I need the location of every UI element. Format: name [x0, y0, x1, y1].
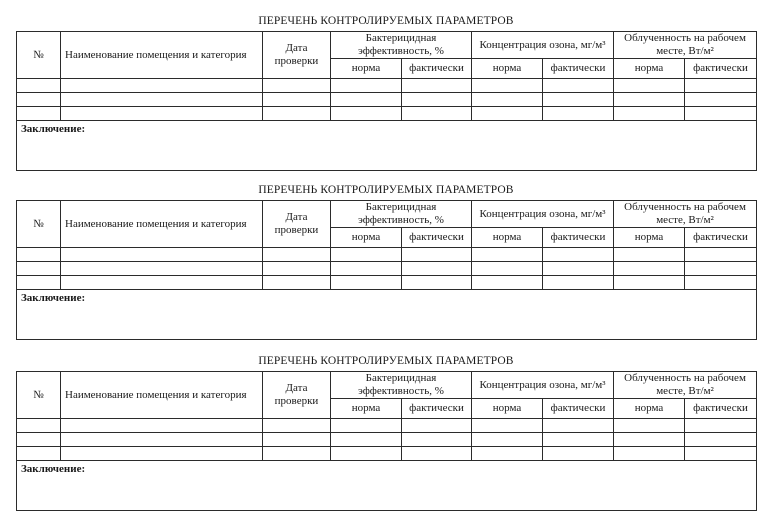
irradiance-actual-header: фактически — [685, 228, 757, 248]
irradiance-actual-cell[interactable] — [685, 447, 757, 461]
irradiance-norm-cell[interactable] — [614, 248, 685, 262]
ozone-actual-header: фактически — [543, 59, 614, 79]
bactericidal-actual-header: фактически — [402, 399, 472, 419]
table-row — [17, 433, 757, 447]
number-cell[interactable] — [17, 248, 61, 262]
date-cell[interactable] — [263, 419, 331, 433]
room-header: Наименование помещения и категория — [61, 201, 263, 248]
conclusion-field[interactable] — [17, 121, 757, 171]
date-cell[interactable] — [263, 93, 331, 107]
irradiance-norm-cell[interactable] — [614, 276, 685, 290]
room-cell[interactable] — [61, 107, 263, 121]
table-row — [17, 447, 757, 461]
conclusion-field[interactable] — [17, 461, 757, 511]
ozone-norm-cell[interactable] — [472, 447, 543, 461]
bactericidal-norm-header: норма — [331, 59, 402, 79]
irradiance-norm-header: норма — [614, 228, 685, 248]
form-title: ПЕРЕЧЕНЬ КОНТРОЛИРУЕМЫХ ПАРАМЕТРОВ — [258, 184, 514, 196]
ozone-actual-cell[interactable] — [543, 262, 614, 276]
conclusion-label: Заключение: — [21, 292, 86, 304]
number-cell[interactable] — [17, 93, 61, 107]
table-row — [17, 419, 757, 433]
number-cell[interactable] — [17, 433, 61, 447]
bactericidal-norm-header: норма — [331, 399, 402, 419]
room-cell[interactable] — [61, 93, 263, 107]
bactericidal-header: Бактерицидная эффективность, % — [331, 32, 472, 59]
number-cell[interactable] — [17, 419, 61, 433]
room-header: Наименование помещения и категория — [61, 32, 263, 79]
bactericidal-actual-cell[interactable] — [402, 262, 472, 276]
room-cell[interactable] — [61, 262, 263, 276]
ozone-header: Концентрация озона, мг/м³ — [472, 372, 614, 399]
bactericidal-norm-cell[interactable] — [331, 447, 402, 461]
conclusion-field[interactable] — [17, 290, 757, 340]
ozone-norm-cell[interactable] — [472, 107, 543, 121]
date-cell[interactable] — [263, 79, 331, 93]
bactericidal-norm-cell[interactable] — [331, 419, 402, 433]
ozone-norm-header: норма — [472, 59, 543, 79]
ozone-actual-header: фактически — [543, 399, 614, 419]
bactericidal-actual-cell[interactable] — [402, 107, 472, 121]
bactericidal-actual-header: фактически — [402, 59, 472, 79]
bactericidal-norm-cell[interactable] — [331, 93, 402, 107]
ozone-norm-cell[interactable] — [472, 248, 543, 262]
room-cell[interactable] — [61, 419, 263, 433]
irradiance-norm-cell[interactable] — [614, 433, 685, 447]
bactericidal-norm-cell[interactable] — [331, 107, 402, 121]
ozone-header: Концентрация озона, мг/м³ — [472, 32, 614, 59]
parameters-table — [16, 371, 757, 511]
table-row — [17, 93, 757, 107]
ozone-norm-cell[interactable] — [472, 419, 543, 433]
date-cell[interactable] — [263, 248, 331, 262]
ozone-header: Концентрация озона, мг/м³ — [472, 201, 614, 228]
bactericidal-norm-cell[interactable] — [331, 433, 402, 447]
table-row — [17, 276, 757, 290]
table-row — [17, 262, 757, 276]
irradiance-norm-cell[interactable] — [614, 79, 685, 93]
irradiance-actual-cell[interactable] — [685, 276, 757, 290]
irradiance-header: Облученность на рабочем месте, Вт/м² — [614, 32, 757, 59]
ozone-actual-cell[interactable] — [543, 276, 614, 290]
irradiance-actual-cell[interactable] — [685, 419, 757, 433]
room-cell[interactable] — [61, 79, 263, 93]
bactericidal-actual-cell[interactable] — [402, 276, 472, 290]
date-cell[interactable] — [263, 262, 331, 276]
room-cell[interactable] — [61, 276, 263, 290]
table-row — [17, 248, 757, 262]
ozone-norm-header: норма — [472, 399, 543, 419]
number-header: № — [17, 32, 61, 79]
bactericidal-norm-cell[interactable] — [331, 262, 402, 276]
irradiance-header: Облученность на рабочем месте, Вт/м² — [614, 372, 757, 399]
table-row — [17, 79, 757, 93]
date-cell[interactable] — [263, 433, 331, 447]
parameters-table — [16, 31, 757, 171]
room-cell[interactable] — [61, 248, 263, 262]
bactericidal-norm-cell[interactable] — [331, 248, 402, 262]
bactericidal-actual-cell[interactable] — [402, 419, 472, 433]
irradiance-actual-header: фактически — [685, 399, 757, 419]
ozone-actual-cell[interactable] — [543, 433, 614, 447]
irradiance-actual-cell[interactable] — [685, 79, 757, 93]
bactericidal-norm-cell[interactable] — [331, 276, 402, 290]
ozone-norm-cell[interactable] — [472, 276, 543, 290]
number-cell[interactable] — [17, 79, 61, 93]
date-cell[interactable] — [263, 107, 331, 121]
ozone-actual-cell[interactable] — [543, 447, 614, 461]
bactericidal-actual-cell[interactable] — [402, 433, 472, 447]
ozone-actual-cell[interactable] — [543, 93, 614, 107]
date-header: Дата проверки — [263, 32, 331, 79]
irradiance-actual-header: фактически — [685, 59, 757, 79]
bactericidal-norm-header: норма — [331, 228, 402, 248]
form-title: ПЕРЕЧЕНЬ КОНТРОЛИРУЕМЫХ ПАРАМЕТРОВ — [258, 355, 514, 367]
irradiance-norm-cell[interactable] — [614, 419, 685, 433]
irradiance-actual-cell[interactable] — [685, 262, 757, 276]
irradiance-norm-cell[interactable] — [614, 262, 685, 276]
bactericidal-norm-cell[interactable] — [331, 79, 402, 93]
room-header: Наименование помещения и категория — [61, 372, 263, 419]
bactericidal-actual-cell[interactable] — [402, 447, 472, 461]
irradiance-actual-cell[interactable] — [685, 248, 757, 262]
irradiance-actual-cell[interactable] — [685, 93, 757, 107]
date-cell[interactable] — [263, 276, 331, 290]
number-cell[interactable] — [17, 262, 61, 276]
irradiance-actual-cell[interactable] — [685, 433, 757, 447]
bactericidal-header: Бактерицидная эффективность, % — [331, 372, 472, 399]
irradiance-norm-header: норма — [614, 59, 685, 79]
ozone-actual-cell[interactable] — [543, 419, 614, 433]
irradiance-norm-cell[interactable] — [614, 93, 685, 107]
number-cell[interactable] — [17, 276, 61, 290]
bactericidal-actual-cell[interactable] — [402, 79, 472, 93]
parameters-table — [16, 200, 757, 340]
bactericidal-actual-cell[interactable] — [402, 248, 472, 262]
date-header: Дата проверки — [263, 201, 331, 248]
ozone-norm-cell[interactable] — [472, 93, 543, 107]
ozone-actual-cell[interactable] — [543, 248, 614, 262]
date-header: Дата проверки — [263, 372, 331, 419]
irradiance-header: Облученность на рабочем месте, Вт/м² — [614, 201, 757, 228]
ozone-norm-cell[interactable] — [472, 262, 543, 276]
room-cell[interactable] — [61, 447, 263, 461]
irradiance-norm-cell[interactable] — [614, 107, 685, 121]
table-row — [17, 107, 757, 121]
bactericidal-header: Бактерицидная эффективность, % — [331, 201, 472, 228]
irradiance-norm-header: норма — [614, 399, 685, 419]
conclusion-label: Заключение: — [21, 123, 86, 135]
date-cell[interactable] — [263, 447, 331, 461]
number-cell[interactable] — [17, 447, 61, 461]
ozone-actual-cell[interactable] — [543, 79, 614, 93]
form-title: ПЕРЕЧЕНЬ КОНТРОЛИРУЕМЫХ ПАРАМЕТРОВ — [258, 15, 514, 27]
irradiance-norm-cell[interactable] — [614, 447, 685, 461]
number-header: № — [17, 372, 61, 419]
ozone-norm-cell[interactable] — [472, 433, 543, 447]
bactericidal-actual-header: фактически — [402, 228, 472, 248]
irradiance-actual-cell[interactable] — [685, 107, 757, 121]
ozone-actual-cell[interactable] — [543, 107, 614, 121]
room-cell[interactable] — [61, 433, 263, 447]
ozone-norm-cell[interactable] — [472, 79, 543, 93]
conclusion-label: Заключение: — [21, 463, 86, 475]
number-cell[interactable] — [17, 107, 61, 121]
ozone-norm-header: норма — [472, 228, 543, 248]
number-header: № — [17, 201, 61, 248]
ozone-actual-header: фактически — [543, 228, 614, 248]
bactericidal-actual-cell[interactable] — [402, 93, 472, 107]
